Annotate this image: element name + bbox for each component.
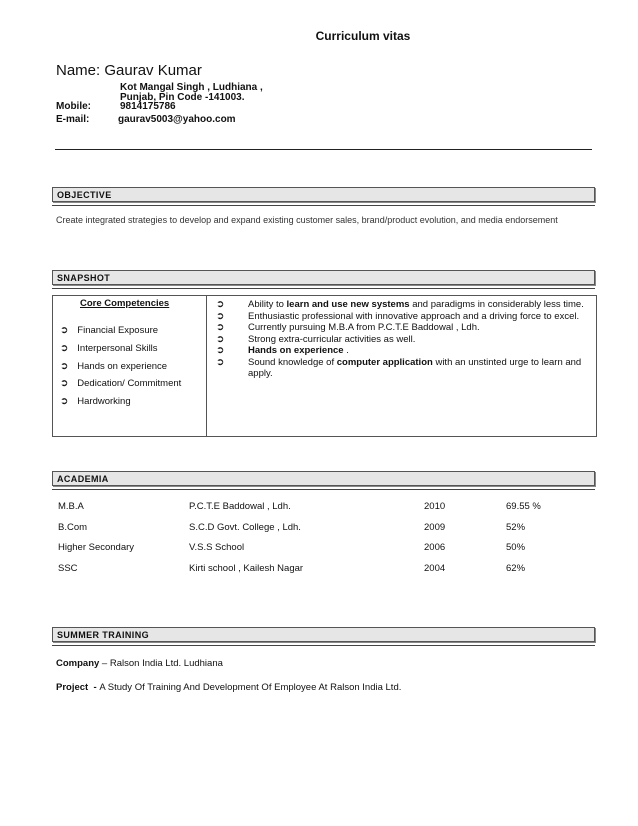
arrow-icon: ➲ bbox=[60, 361, 69, 372]
snapshot-points bbox=[216, 299, 592, 380]
arrow-icon: ➲ bbox=[216, 322, 225, 333]
arrow-icon: ➲ bbox=[216, 310, 225, 322]
snapshot-heading: SNAPSHOT bbox=[52, 270, 595, 285]
address-line-1: Kot Mangal Singh , Ludhiana , bbox=[120, 82, 263, 93]
arrow-icon: ➲ bbox=[216, 356, 225, 368]
arrow-icon: ➲ bbox=[60, 325, 69, 336]
objective-text: Create integrated strategies to develop and expand existing customer sales, brand/product evolution, and media endorsement bbox=[56, 215, 558, 225]
objective-underline bbox=[52, 205, 595, 206]
mobile-value: 9814175786 bbox=[120, 101, 176, 112]
academia-underline bbox=[52, 489, 595, 490]
arrow-icon: ➲ bbox=[216, 299, 225, 310]
header-divider bbox=[55, 149, 592, 150]
document-title: Curriculum vitas bbox=[315, 29, 411, 43]
list-item: ➲ Strong extra-curricular activities as well. bbox=[216, 333, 416, 345]
arrow-icon: ➲ bbox=[216, 333, 225, 345]
email-label: E-mail: bbox=[56, 114, 90, 125]
training-heading: SUMMER TRAINING bbox=[52, 627, 595, 642]
address-line-2: Punjab, Pin Code -141003. bbox=[120, 92, 245, 103]
list-item: ➲ Ability to learn and use new systems and paradigms in considerably less time. bbox=[216, 299, 584, 310]
arrow-icon: ➲ bbox=[216, 345, 225, 356]
list-item: ➲ Dedication/ Commitment bbox=[60, 378, 182, 389]
mobile-label: Mobile: bbox=[56, 101, 91, 112]
email-value: gaurav5003@yahoo.com bbox=[118, 114, 236, 125]
training-project: Project - A Study Of Training And Development Of Employee At Ralson India Ltd. bbox=[56, 682, 402, 693]
arrow-icon: ➲ bbox=[60, 396, 69, 407]
training-underline bbox=[52, 645, 595, 646]
candidate-name: Name: Gaurav Kumar bbox=[56, 62, 202, 79]
objective-heading: OBJECTIVE bbox=[52, 187, 595, 202]
list-item: ➲ Interpersonal Skills bbox=[60, 343, 158, 354]
list-item: ➲ Enthusiastic professional with innovative approach and a driving force to excel. bbox=[216, 310, 580, 322]
snapshot-underline bbox=[52, 288, 595, 289]
list-item: ➲ Sound knowledge of computer application with an unstinted urge to learn and apply. bbox=[216, 356, 582, 379]
arrow-icon: ➲ bbox=[60, 343, 69, 354]
list-item: ➲ Currently pursuing M.B.A from P.C.T.E Baddowal , Ldh. bbox=[216, 322, 480, 333]
academia-heading: ACADEMIA bbox=[52, 471, 595, 486]
list-item: ➲ Hands on experience bbox=[60, 361, 168, 372]
list-item: ➲ Financial Exposure bbox=[60, 325, 159, 336]
list-item: ➲ Hardworking bbox=[60, 396, 131, 407]
training-company: Company – Ralson India Ltd. Ludhiana bbox=[56, 658, 223, 669]
core-competencies-heading: Core Competencies bbox=[80, 298, 170, 309]
snapshot-divider bbox=[206, 295, 207, 437]
arrow-icon: ➲ bbox=[60, 378, 69, 389]
list-item: ➲ Hands on experience . bbox=[216, 345, 349, 356]
